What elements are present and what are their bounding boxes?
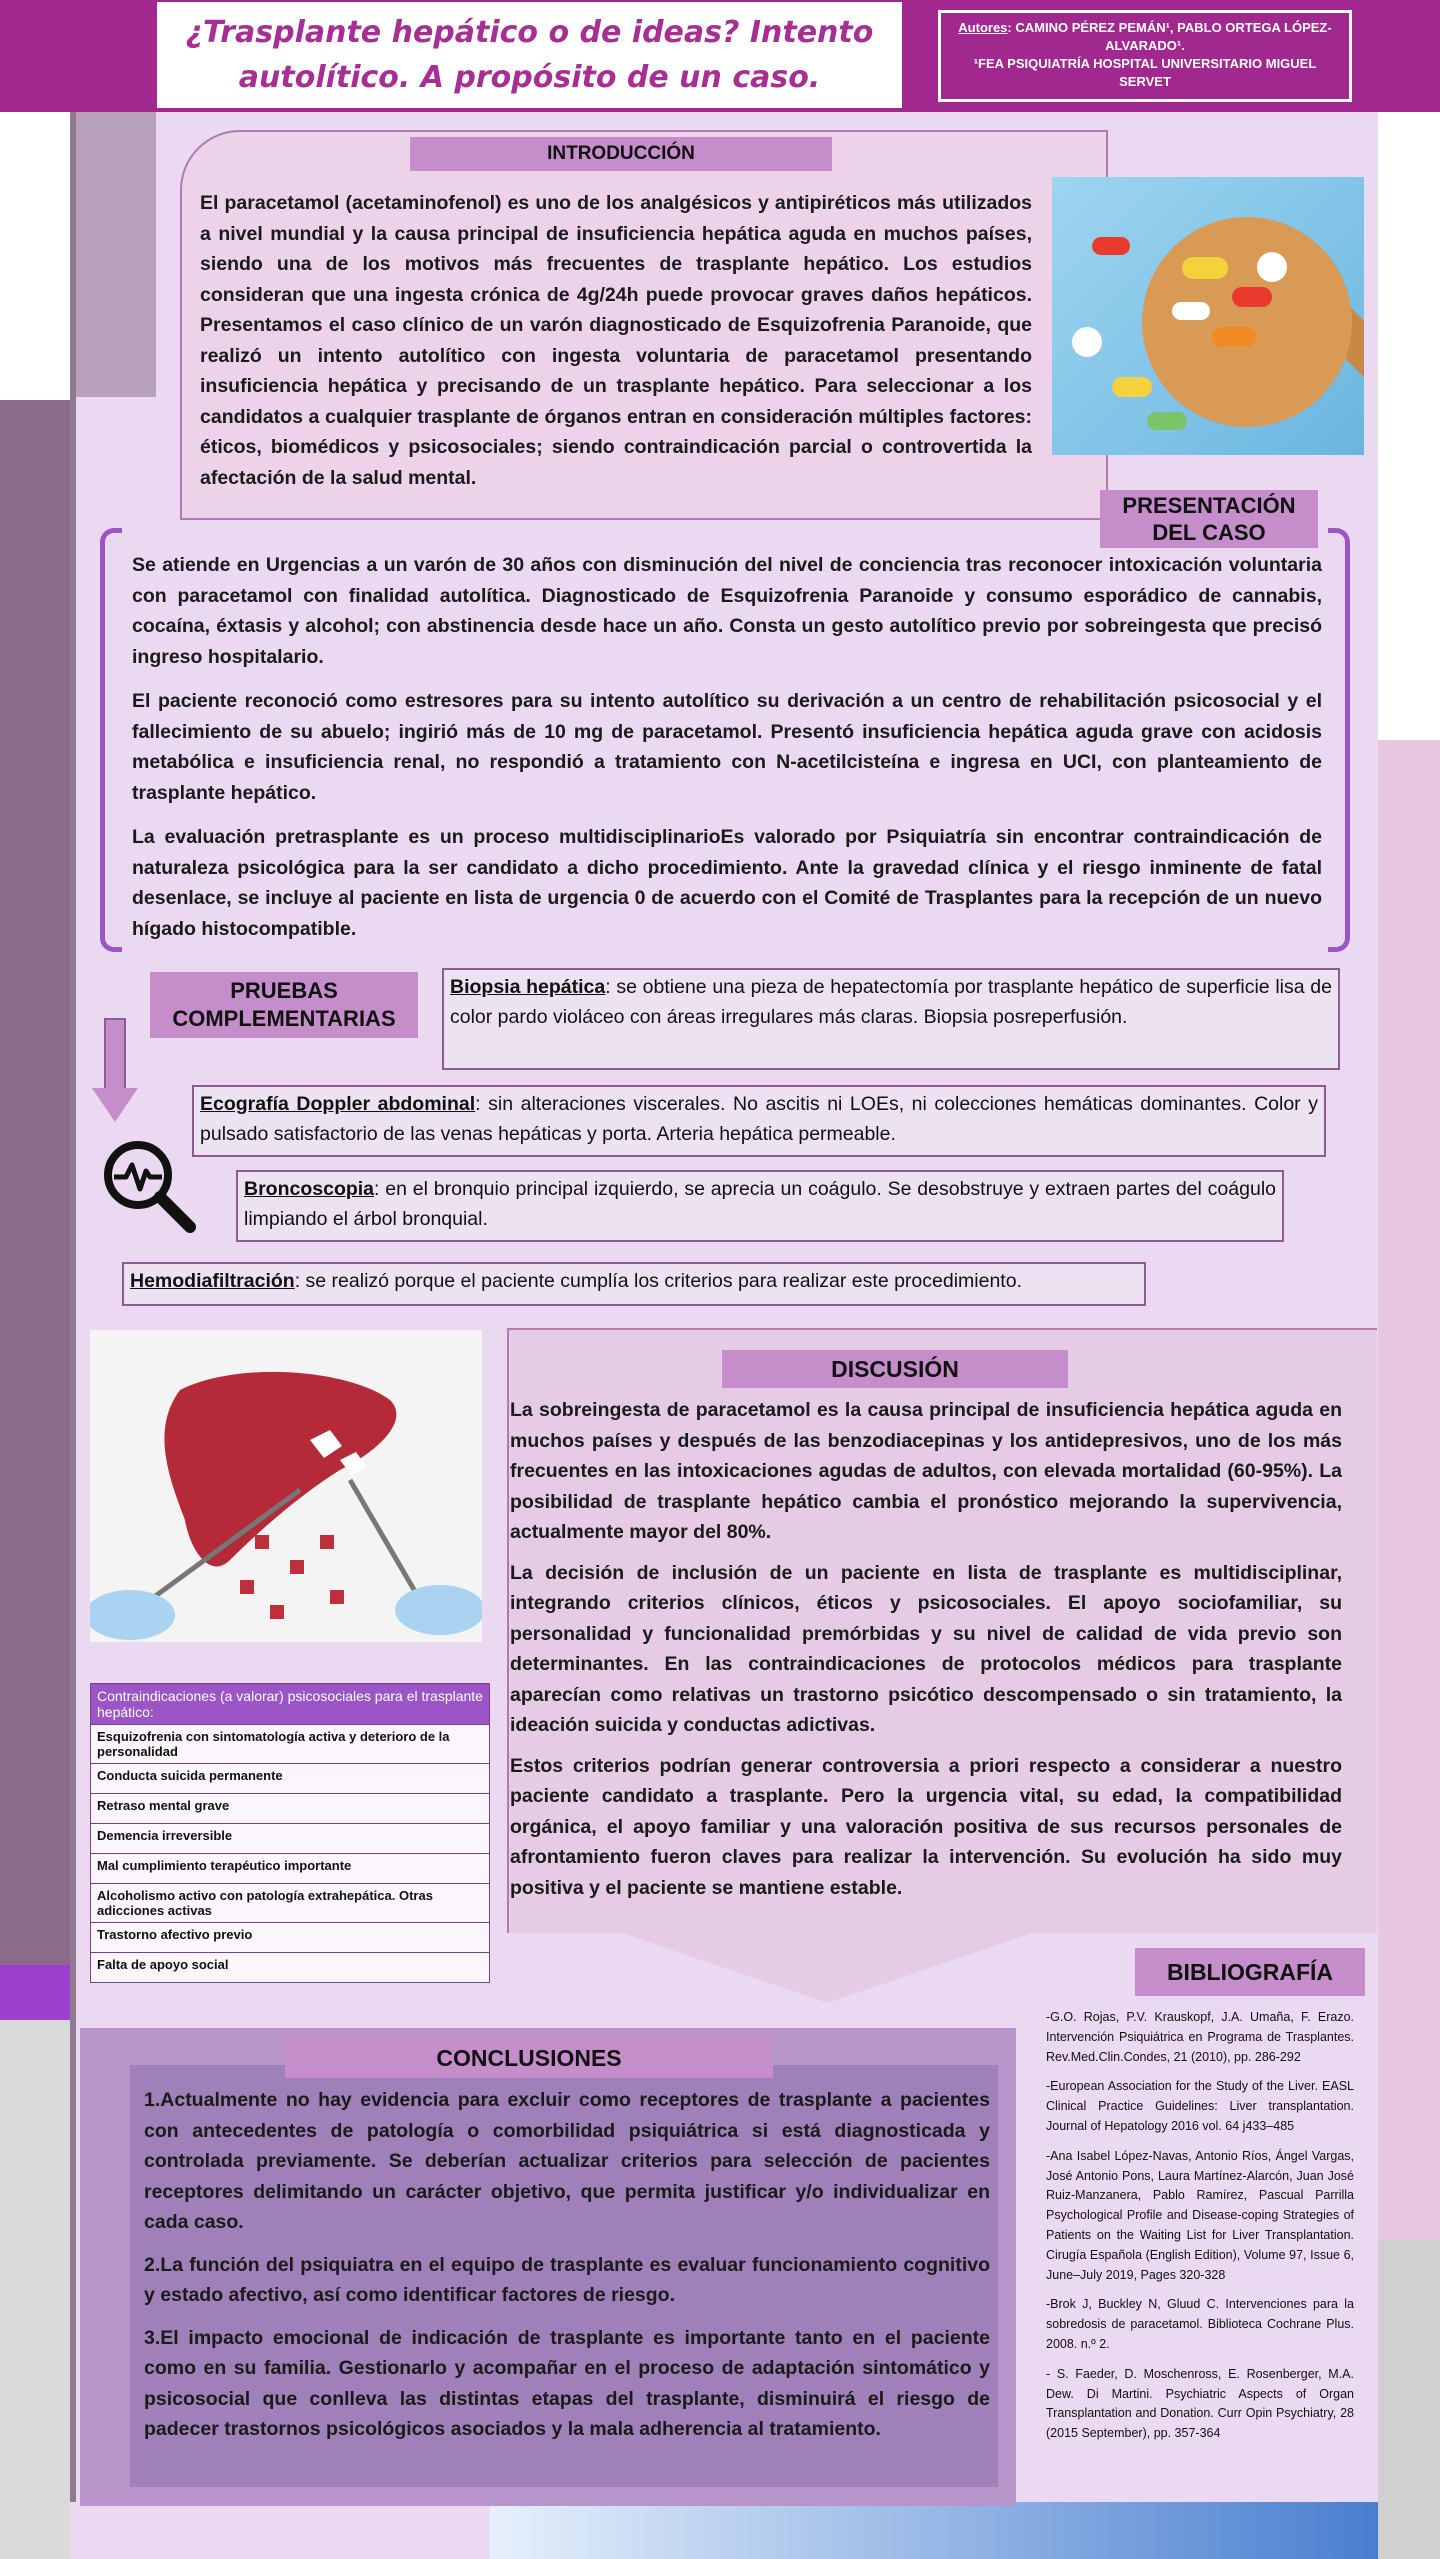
prueba-text: : se obtiene una pieza de hepatectomía por trasplante hepático de superficie lisa de color pardo violáceo con áreas irregulares más claras. Biopsia posreperfusión. xyxy=(450,976,1332,1028)
pills-spoon-image xyxy=(1052,177,1364,455)
discusion-paragraph: Estos criterios podrían generar controversia a priori respecto a considerar a nuestro paciente candidato a trasplante. Pero la urgencia vital, su edad, la compatibilidad orgánica, el apoyo familiar y una valoración positiva de sus recursos personales de afrontamiento fueron claves para realizar la intervención. Su evolución ha sido muy positiva y el paciente se mantiene estable. xyxy=(510,1754,1342,1899)
prueba-label: Ecografía Doppler abdominal xyxy=(200,1093,476,1115)
bibliografia-list xyxy=(1046,2008,1354,2454)
table-row: Alcoholismo activo con patología extrahepática. Otras adicciones activas xyxy=(91,1883,489,1922)
pruebas-heading-line2: COMPLEMENTARIAS xyxy=(172,1006,396,1031)
table-row: Falta de apoyo social xyxy=(91,1952,489,1982)
prueba-label: Hemodiafiltración xyxy=(130,1270,295,1292)
prueba-biopsia xyxy=(442,968,1340,1070)
table-header: Contraindicaciones (a valorar) psicosociales para el trasplante hepático: xyxy=(91,1684,489,1724)
presentacion-paragraph: La evaluación pretrasplante es un proceso multidisciplinarioEs valorado por Psiquiatría sin encontrar contraindicación de naturaleza psicológica para la ser candidato a dicho procedimiento. Ante la gravedad clínica y el riesgo inminente de fatal desenlace, se incluye al paciente en lista de urgencia 0 de acuerdo con el Comité de Trasplantes para la recepción de un nuevo hígado histocompatible. xyxy=(132,826,1322,940)
authors-label: Autores xyxy=(958,20,1008,35)
discusion-pointer xyxy=(622,1933,1032,2003)
title-box xyxy=(157,2,902,108)
poster-title-line2: autolítico. A propósito de un caso. xyxy=(238,60,821,95)
pruebas-heading xyxy=(150,972,418,1038)
prueba-ecografia xyxy=(192,1085,1326,1157)
reference-item: -G.O. Rojas, P.V. Krauskopf, J.A. Umaña, F. Erazo. Intervención Psiquiátrica en Programa de Trasplantes. Rev.Med.Clin.Condes, 21 (2010), pp. 286-292 xyxy=(1046,2010,1354,2064)
conclusion-item: 1.Actualmente no hay evidencia para excluir como receptores de trasplante a pacientes con antecedentes de patología o comorbilidad psiquiátrica si está diagnosticada y controlada previamente. Se deberían actualizar criterios para selección de pacientes receptores delimitando un carácter objetivo, que permita justificar y/o individualizar en cada caso. xyxy=(144,2089,990,2233)
prueba-hemodiafiltracion xyxy=(122,1262,1146,1306)
right-grey-bar xyxy=(1378,2240,1440,2559)
table-row: Esquizofrenia con sintomatología activa y deterioro de la personalidad xyxy=(91,1724,489,1763)
table-row: Mal cumplimiento terapéutico importante xyxy=(91,1853,489,1883)
left-bracket xyxy=(100,528,122,952)
authors-box xyxy=(938,10,1352,102)
table-row: Demencia irreversible xyxy=(91,1823,489,1853)
conclusion-item: 2.La función del psiquiatra en el equipo de trasplante es evaluar funcionamiento cognitivo y estado afectivo, así como identificar factores de riesgo. xyxy=(144,2253,990,2306)
discusion-paragraph: La decisión de inclusión de un paciente en lista de trasplante es multidisciplinar, integrando criterios clínicos, éticos y psicosociales. El apoyo sociofamiliar, su personalidad y funcionalidad premórbidas y su nivel de calidad de vida previo son determinantes. En las contraindicaciones de protocolos médicos para trasplante aparecían como relativas un trastorno psicótico descompensado o sin tratamiento, la ideación suicida y conductas adictivas. xyxy=(510,1561,1342,1736)
presentacion-text xyxy=(132,550,1322,958)
left-grey-bar xyxy=(0,400,70,1965)
conclusion-item: 3.El impacto emocional de indicación de trasplante es importante tanto en el paciente como en su familia. Gestionarlo y acompañar en el proceso de adaptación sintomático y psicosocial que conlleva las distintas etapas del trasplante, disminuirá el riesgo de padecer trastornos psicológicos asociados y la mala adherencia al tratamiento. xyxy=(144,2326,990,2440)
poster-title-line1: ¿Trasplante hepático o de ideas? Intento xyxy=(185,15,874,50)
contraindicaciones-table xyxy=(90,1683,490,1983)
presentacion-paragraph: El paciente reconoció como estresores para su intento autolítico su derivación a un centro de rehabilitación psicosocial y el fallecimiento de su abuelo; ingirió más de 10 mg de paracetamol. Presentó insuficiencia hepática aguda grave con acidosis metabólica e insuficiencia renal, no respondió a tratamiento con N-acetilcisteína e ingresa en UCI, con planteamiento de trasplante hepático. xyxy=(132,690,1322,804)
prueba-text: : se realizó porque el paciente cumplía los criterios para realizar este procedimiento. xyxy=(294,1270,1022,1292)
arrow-down-icon-head xyxy=(92,1088,138,1122)
reference-item: -Brok J, Buckley N, Gluud C. Intervenciones para la sobredosis de paracetamol. Biblioteca Cochrane Plus. 2008. n.º 2. xyxy=(1046,2297,1354,2351)
bottom-gradient-band xyxy=(490,2502,1378,2559)
authors-names: : CAMINO PÉREZ PEMÁN¹, PABLO ORTEGA LÓPEZ-ALVARADO¹. xyxy=(1007,20,1332,53)
left-lower-bar xyxy=(0,1965,70,2559)
conclusiones-heading: CONCLUSIONES xyxy=(285,2038,773,2078)
discusion-paragraph: La sobreingesta de paracetamol es la causa principal de insuficiencia hepática aguda en muchos países y después de las benzodiacepinas y los antidepresivos, uno de los más frecuentes en las intoxicaciones agudas de adultos, con elevada mortalidad (60-95%). La posibilidad de trasplante hepático cambia el pronóstico mejorando la supervivencia, actualmente mayor del 80%. xyxy=(510,1399,1342,1543)
table-row: Conducta suicida permanente xyxy=(91,1763,489,1793)
prueba-broncoscopia xyxy=(236,1170,1284,1242)
table-row: Trastorno afectivo previo xyxy=(91,1922,489,1952)
prueba-text: : en el bronquio principal izquierdo, se aprecia un coágulo. Se desobstruye y extraen partes del coágulo limpiando el árbol bronquial. xyxy=(244,1178,1276,1230)
bibliografia-heading: BIBLIOGRAFÍA xyxy=(1135,1948,1365,1996)
reference-item: - S. Faeder, D. Moschenross, E. Rosenberger, M.A. Dew. Di Martini. Psychiatric Aspects of Organ Transplantation and Donation. Curr Opin Psychiatry, 28 (2015 September), pp. 357-364 xyxy=(1046,2366,1354,2441)
left-panel-shade xyxy=(76,112,156,397)
bottom-left-band xyxy=(70,2502,490,2559)
presentacion-heading-line1: PRESENTACIÓN xyxy=(1122,493,1296,518)
conclusiones-text xyxy=(144,2085,990,2457)
presentacion-heading xyxy=(1100,490,1318,548)
right-pink-bar xyxy=(1378,740,1440,2240)
pruebas-heading-line1: PRUEBAS xyxy=(230,978,338,1003)
prueba-label: Biopsia hepática xyxy=(450,976,606,998)
prueba-label: Broncoscopia xyxy=(244,1178,375,1200)
table-row: Retraso mental grave xyxy=(91,1793,489,1823)
presentacion-heading-line2: DEL CASO xyxy=(1152,520,1266,545)
authors-affiliation: ¹FEA PSIQUIATRÍA HOSPITAL UNIVERSITARIO MIGUEL SERVET xyxy=(973,56,1317,89)
reference-item: -Ana Isabel López-Navas, Antonio Ríos, Ángel Vargas, José Antonio Pons, Laura Martínez-Alarcón, Juan José Ruiz-Manzanera, Pablo Ramírez, Pascual Parrilla Psychological Profile and Disease-coping Strategies of Patients on the Waiting List for Liver Transplantation. Cirugía Española (English Edition), Volume 97, Issue 6, June–July 2019, Pages 320-328 xyxy=(1046,2148,1354,2282)
intro-heading: INTRODUCCIÓN xyxy=(410,137,832,171)
right-bracket xyxy=(1328,528,1350,952)
intro-text: El paracetamol (acetaminofenol) es uno de los analgésicos y antipiréticos más utilizados a nivel mundial y la causa principal de insuficiencia hepática aguda en muchos países, siendo una de los motivos más frecuentes de trasplante hepático. Los estudios consideran que una ingesta crónica de 4g/24h puede provocar graves daños hepáticos. Presentamos el caso clínico de un varón diagnosticado de Esquizofrenia Paranoide, que realizó un intento autolítico con ingesta voluntaria de paracetamol presentando insuficiencia hepática y precisando de un trasplante hepático. Para seleccionar a los candidatos a cualquier trasplante de órganos entran en consideración múltiples factores: éticos, biomédicos y psicosociales; siendo contraindicación parcial o controvertida la afectación de la salud mental. xyxy=(200,192,1032,489)
arrow-down-icon xyxy=(104,1018,126,1090)
reference-item: -European Association for the Study of the Liver. EASL Clinical Practice Guidelines: Liver transplantation. Journal of Hepatology 2016 vol. 64 j433–485 xyxy=(1046,2079,1354,2133)
magnifier-pulse-icon xyxy=(98,1135,198,1235)
liver-puzzle-image xyxy=(90,1330,482,1642)
prueba-text: : sin alteraciones viscerales. No ascitis ni LOEs, ni colecciones hemáticas dominantes. Color y pulsado satisfactorio de las venas hepáticas y porta. Arteria hepática permeable. xyxy=(200,1093,1318,1145)
discusion-text xyxy=(510,1395,1342,1913)
left-accent-bar xyxy=(0,1965,70,2020)
presentacion-paragraph: Se atiende en Urgencias a un varón de 30 años con disminución del nivel de conciencia tras reconocer intoxicación voluntaria con paracetamol con finalidad autolítica. Diagnosticado de Esquizofrenia Paranoide y consumo esporádico de cannabis, cocaína, éxtasis y alcohol; con abstinencia desde hace un año. Consta un gesto autolítico previo por sobreingesta que precisó ingreso hospitalario. xyxy=(132,554,1322,668)
discusion-heading: DISCUSIÓN xyxy=(722,1350,1068,1388)
